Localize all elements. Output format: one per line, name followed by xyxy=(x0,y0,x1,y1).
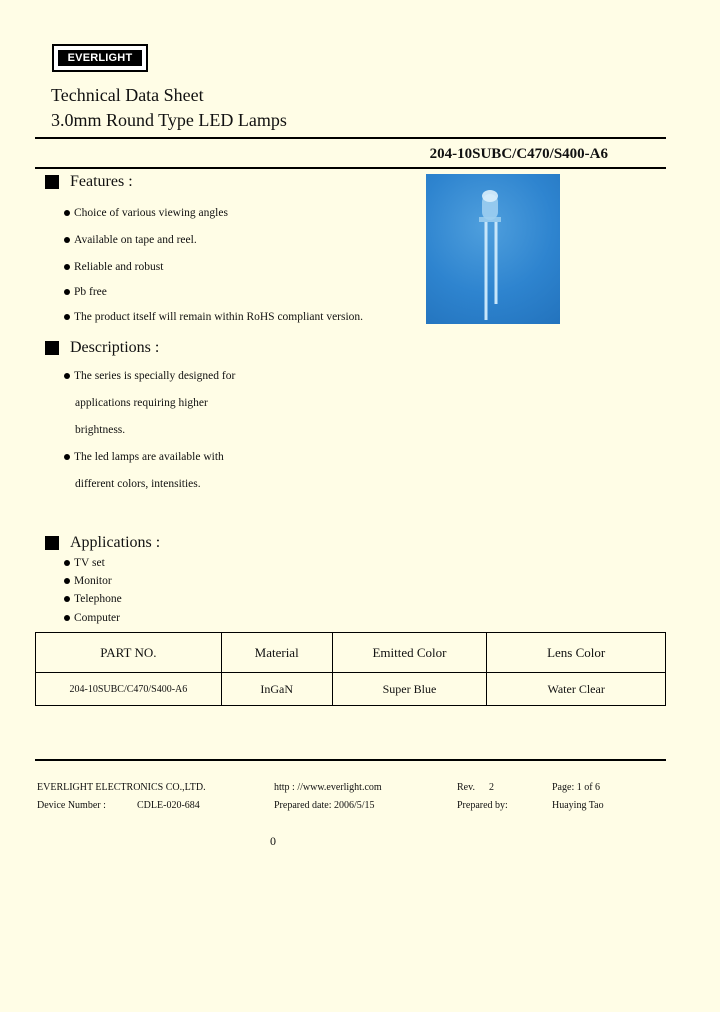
footer-rev-label: Rev. xyxy=(457,782,475,793)
company-logo xyxy=(52,44,148,72)
footer-prepared-by-label: Prepared by: xyxy=(457,800,508,811)
bullet-icon xyxy=(64,237,70,243)
footer-page: Page: 1 of 6 xyxy=(552,782,601,793)
feature-item-text: Choice of various viewing angles xyxy=(74,207,228,219)
bullet-icon xyxy=(64,314,70,320)
descriptions-heading xyxy=(45,339,159,357)
description-line: applications requiring higher xyxy=(75,397,208,409)
application-item-text: Telephone xyxy=(74,593,122,605)
features-heading-label: Features : xyxy=(70,173,133,190)
feature-item xyxy=(64,234,197,246)
feature-item xyxy=(64,311,363,323)
footer-prepared-by-value: Huaying Tao xyxy=(552,800,604,811)
bullet-icon xyxy=(64,615,70,621)
bullet-icon xyxy=(64,210,70,216)
feature-item xyxy=(64,261,163,273)
application-item-text: Computer xyxy=(74,612,120,624)
description-item xyxy=(64,370,235,382)
feature-item xyxy=(64,286,107,298)
application-item xyxy=(64,593,122,605)
header-part-no: PART NO. xyxy=(36,633,222,673)
header-material: Material xyxy=(221,633,332,673)
application-item xyxy=(64,612,120,624)
bullet-icon xyxy=(64,454,70,460)
bullet-icon xyxy=(64,596,70,602)
description-line: The led lamps are available with xyxy=(74,451,224,463)
cell-material: InGaN xyxy=(221,673,332,706)
description-line: brightness. xyxy=(75,424,126,436)
feature-item xyxy=(64,207,228,219)
header-divider xyxy=(35,137,666,139)
doc-subtitle: 3.0mm Round Type LED Lamps xyxy=(51,110,287,130)
footer-device-label: Device Number : xyxy=(37,800,106,811)
section-square-icon xyxy=(45,536,59,550)
bullet-icon xyxy=(64,264,70,270)
features-heading xyxy=(45,173,133,191)
logo-text: EVERLIGHT xyxy=(58,50,142,66)
footer-divider xyxy=(35,759,666,761)
footer-device-value: CDLE-020-684 xyxy=(137,800,200,811)
feature-item-text: Pb free xyxy=(74,286,107,298)
page-number: 0 xyxy=(270,834,276,848)
product-photo xyxy=(426,174,560,324)
application-item xyxy=(64,557,105,569)
descriptions-heading-label: Descriptions : xyxy=(70,339,160,356)
part-spec-table xyxy=(35,632,666,706)
bullet-icon xyxy=(64,373,70,379)
header-emitted-color: Emitted Color xyxy=(332,633,487,673)
bullet-icon xyxy=(64,289,70,295)
section-square-icon xyxy=(45,341,59,355)
feature-item-text: Available on tape and reel. xyxy=(74,234,197,246)
cell-part-no: 204-10SUBC/C470/S400-A6 xyxy=(36,673,222,706)
footer-company: EVERLIGHT ELECTRONICS CO.,LTD. xyxy=(37,782,206,793)
section-square-icon xyxy=(45,175,59,189)
bullet-icon xyxy=(64,560,70,566)
part-number-heading: 204-10SUBC/C470/S400-A6 xyxy=(429,146,608,162)
cell-lens-color: Water Clear xyxy=(487,673,666,706)
table-row xyxy=(36,673,666,706)
application-item-text: TV set xyxy=(74,557,105,569)
footer-rev-value: 2 xyxy=(489,782,494,793)
application-item xyxy=(64,575,112,587)
description-line: different colors, intensities. xyxy=(75,478,201,490)
feature-item-text: Reliable and robust xyxy=(74,261,164,273)
applications-heading xyxy=(45,534,160,552)
description-line: The series is specially designed for xyxy=(74,370,236,382)
feature-item-text: The product itself will remain within RoHS compliant version. xyxy=(74,311,364,323)
doc-title: Technical Data Sheet xyxy=(51,85,204,105)
led-lamp-icon xyxy=(426,174,560,324)
footer-prepared-date: Prepared date: 2006/5/15 xyxy=(274,800,375,811)
footer-website[interactable]: http : //www.everlight.com xyxy=(274,782,382,793)
application-item-text: Monitor xyxy=(74,575,112,587)
part-number-divider xyxy=(35,167,666,169)
header-lens-color: Lens Color xyxy=(487,633,666,673)
applications-heading-label: Applications : xyxy=(70,534,161,551)
table-header-row xyxy=(36,633,666,673)
cell-emitted-color: Super Blue xyxy=(332,673,487,706)
description-item xyxy=(64,451,224,463)
bullet-icon xyxy=(64,578,70,584)
